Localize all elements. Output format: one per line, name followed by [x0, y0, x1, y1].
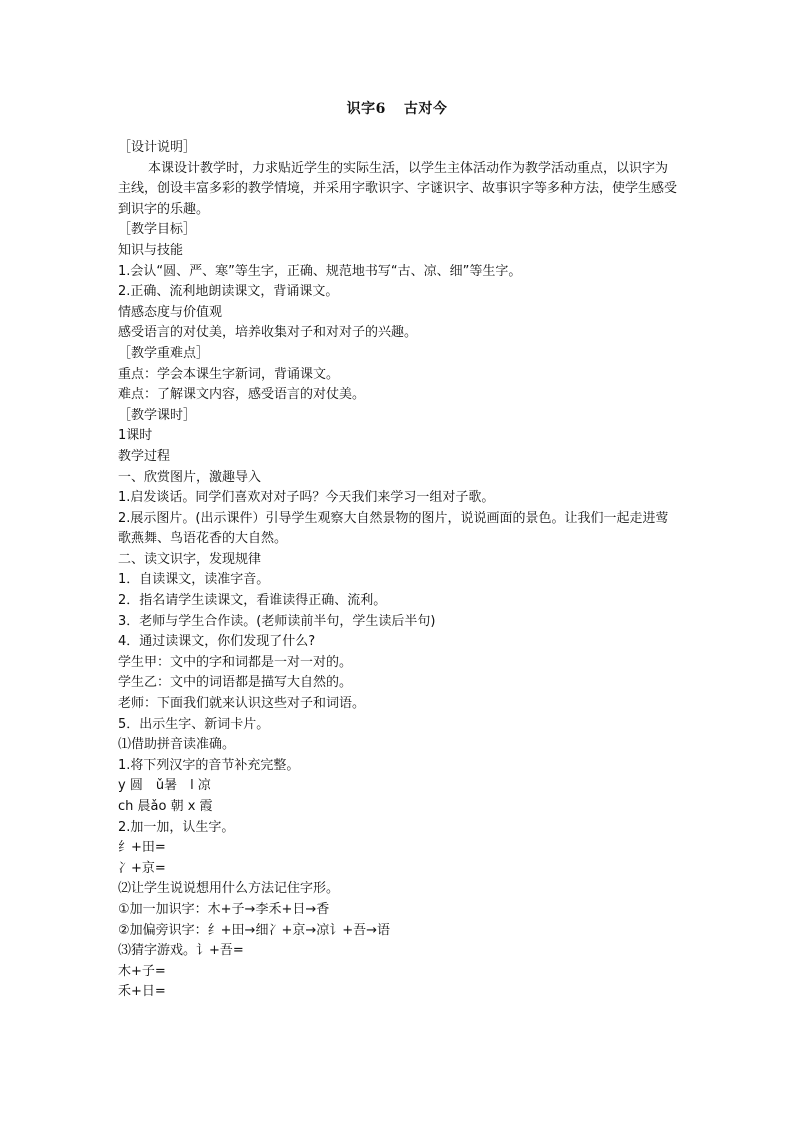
section-heading-periods: ［教学课时］: [118, 407, 197, 423]
sub-item: ⑵让学生说说想用什么方法记住字形。: [118, 881, 340, 897]
keypoint-item: 难点：了解课文内容，感受语言的对仗美。: [118, 387, 366, 403]
section-heading-design: ［设计说明］: [118, 140, 197, 155]
process-item: 4．通过读课文，你们发现了什么?: [118, 634, 316, 650]
keypoint-item: 重点：学会本课生字新词，背诵课文。: [118, 366, 340, 382]
character-exercise-line: 纟+田=: [118, 840, 166, 856]
exercise-item: 1.将下列汉字的音节补充完整。: [118, 757, 300, 773]
process-item: 2．指名请学生读课文，看谁读得正确、流利。: [118, 593, 387, 609]
process-item: 1．自读课文，读准字音。: [118, 572, 270, 588]
document-body: [118, 138, 678, 1003]
process-step-heading: 一、欣赏图片，激趣导入: [118, 469, 262, 485]
process-item: 3．老师与学生合作读。(老师读前半句，学生读后半句): [118, 613, 436, 629]
process-item: 2.展示图片。(出示课件）引导学生观察大自然景物的图片，说说画面的景色。让我们一起走进莺歌燕舞、鸟语花香的大自然。: [118, 510, 669, 547]
process-item: 1.启发谈话。同学们喜欢对对子吗？今天我们来学习一组对子歌。: [118, 490, 495, 506]
section-heading-keypoints: ［教学重难点］: [118, 345, 210, 361]
exercise-item: 2.加一加，认生字。: [118, 819, 235, 835]
process-step-heading: 二、读文识字，发现规律: [118, 551, 262, 567]
title-lesson-number: 识字6: [346, 101, 386, 117]
subheading-knowledge: 知识与技能: [118, 242, 184, 258]
dialogue-line: 学生甲：文中的字和词都是一对一对的。: [118, 654, 353, 670]
riddle-line: 木+子=: [118, 963, 166, 979]
method-item: ②加偏旁识字：纟+田→细冫+京→凉讠+吾→语: [118, 922, 391, 938]
sub-item: ⑶猜字游戏。讠+吾=: [118, 943, 244, 959]
title-lesson-name: 古对今: [403, 101, 448, 117]
dialogue-line: 老师：下面我们就来认识这些对子和词语。: [118, 696, 366, 712]
period-count: 1课时: [118, 428, 153, 444]
pinyin-exercise-line: ch 晨ǎo 朝 x 霞: [118, 799, 213, 814]
method-item: ①加一加识字：木+子→李禾+日→香: [118, 901, 330, 917]
design-description-paragraph: 本课设计教学时，力求贴近学生的实际生活，以学生主体活动作为教学活动重点，以识字为主线，创设丰富多彩的教学情境，并采用字歌识字、字谜识字、故事识字等多种方法，使学生感受到识字的乐趣。: [118, 160, 678, 217]
pinyin-exercise-line: y 圆 ǔ暑 l 凉: [118, 778, 211, 794]
dialogue-line: 学生乙：文中的词语都是描写大自然的。: [118, 675, 353, 691]
process-item: 5．出示生字、新词卡片。: [118, 716, 270, 732]
character-exercise-line: 冫+京=: [118, 860, 166, 876]
subheading-process: 教学过程: [118, 448, 171, 464]
riddle-line: 禾+日=: [118, 984, 166, 1000]
sub-item: ⑴借助拼音读准确。: [118, 737, 236, 753]
page-title: [0, 98, 794, 118]
subheading-emotion: 情感态度与价值观: [118, 304, 223, 320]
objective-item: 感受语言的对仗美，培养收集对子和对对子的兴趣。: [118, 325, 418, 341]
objective-item: 2.正确、流利地朗读课文，背诵课文。: [118, 284, 339, 300]
objective-item: 1.会认“圆、严、寒”等生字，正确、规范地书写“古、凉、细”等生字。: [118, 263, 522, 279]
section-heading-objectives: ［教学目标］: [118, 222, 197, 238]
